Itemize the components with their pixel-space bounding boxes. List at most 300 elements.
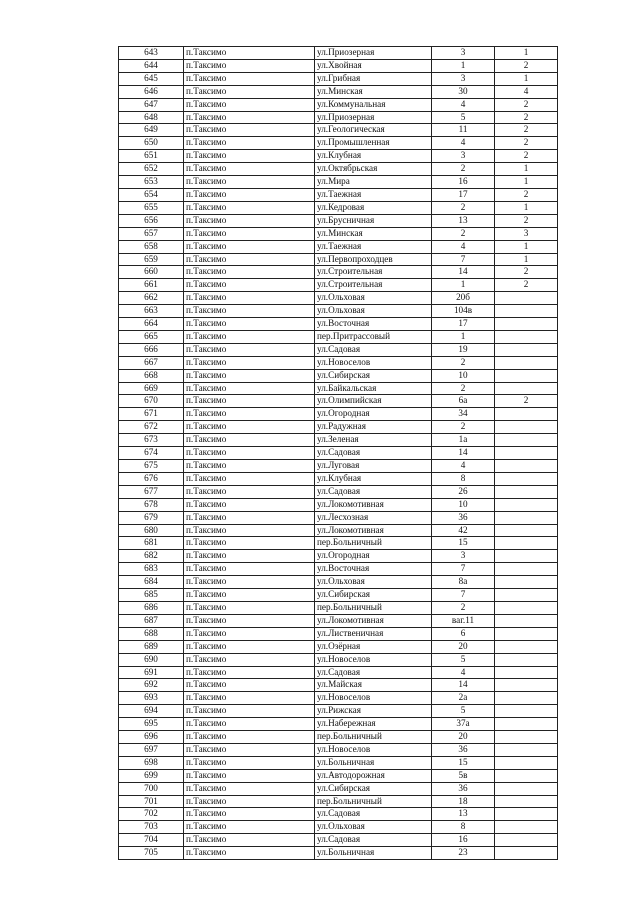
table-row (119, 201, 558, 214)
house-number-cell: 3 (432, 550, 495, 563)
table-row (119, 188, 558, 201)
extra-value-cell (495, 640, 558, 653)
street-cell: ул.Садовая (315, 666, 432, 679)
extra-value-cell (495, 447, 558, 460)
house-number-cell: 4 (432, 240, 495, 253)
house-number-cell: 4 (432, 666, 495, 679)
street-cell: ул.Огородная (315, 408, 432, 421)
house-number-cell: 8а (432, 576, 495, 589)
table-row (119, 330, 558, 343)
house-number-cell: 30 (432, 85, 495, 98)
extra-value-cell (495, 356, 558, 369)
house-number-cell: 1 (432, 330, 495, 343)
settlement-cell: п.Таксимо (184, 111, 315, 124)
street-cell: ул.Озёрная (315, 640, 432, 653)
row-number-cell: 652 (119, 163, 184, 176)
table-row (119, 266, 558, 279)
street-cell: ул.Ольховая (315, 821, 432, 834)
house-number-cell: 7 (432, 253, 495, 266)
settlement-cell: п.Таксимо (184, 124, 315, 137)
extra-value-cell (495, 718, 558, 731)
street-cell: ул.Промышленная (315, 137, 432, 150)
extra-value-cell (495, 808, 558, 821)
street-cell: ул.Сибирская (315, 782, 432, 795)
row-number-cell: 675 (119, 460, 184, 473)
street-cell: ул.Лиственичная (315, 627, 432, 640)
settlement-cell: п.Таксимо (184, 460, 315, 473)
table-row (119, 85, 558, 98)
table-row (119, 524, 558, 537)
street-cell: ул.Брусничная (315, 214, 432, 227)
house-number-cell: 20 (432, 640, 495, 653)
extra-value-cell (495, 460, 558, 473)
settlement-cell: п.Таксимо (184, 408, 315, 421)
extra-value-cell: 2 (495, 111, 558, 124)
row-number-cell: 699 (119, 769, 184, 782)
settlement-cell: п.Таксимо (184, 511, 315, 524)
house-number-cell: 15 (432, 756, 495, 769)
street-cell: ул.Приозерная (315, 47, 432, 60)
settlement-cell: п.Таксимо (184, 253, 315, 266)
house-number-cell: 2а (432, 692, 495, 705)
table-row (119, 137, 558, 150)
settlement-cell: п.Таксимо (184, 524, 315, 537)
settlement-cell: п.Таксимо (184, 589, 315, 602)
street-cell: ул.Луговая (315, 460, 432, 473)
extra-value-cell (495, 343, 558, 356)
extra-value-cell (495, 743, 558, 756)
table-row (119, 498, 558, 511)
extra-value-cell (495, 472, 558, 485)
extra-value-cell: 1 (495, 201, 558, 214)
extra-value-cell (495, 421, 558, 434)
house-number-cell: 1а (432, 434, 495, 447)
extra-value-cell (495, 498, 558, 511)
row-number-cell: 663 (119, 305, 184, 318)
house-number-cell: 11 (432, 124, 495, 137)
settlement-cell: п.Таксимо (184, 743, 315, 756)
row-number-cell: 697 (119, 743, 184, 756)
street-cell: ул.Минская (315, 227, 432, 240)
table-row (119, 821, 558, 834)
row-number-cell: 681 (119, 537, 184, 550)
street-cell: ул.Больничная (315, 756, 432, 769)
street-cell: ул.Локомотивная (315, 614, 432, 627)
extra-value-cell (495, 627, 558, 640)
house-number-cell: 17 (432, 318, 495, 331)
house-number-cell: 2 (432, 601, 495, 614)
table-row (119, 834, 558, 847)
table-row (119, 485, 558, 498)
street-cell: пер.Больничный (315, 601, 432, 614)
settlement-cell: п.Таксимо (184, 537, 315, 550)
extra-value-cell: 1 (495, 47, 558, 60)
street-cell: ул.Лесхозная (315, 511, 432, 524)
table-row (119, 395, 558, 408)
table-row (119, 563, 558, 576)
table-row (119, 369, 558, 382)
table-row (119, 589, 558, 602)
extra-value-cell: 1 (495, 253, 558, 266)
house-number-cell: 20 (432, 731, 495, 744)
settlement-cell: п.Таксимо (184, 176, 315, 189)
street-cell: ул.Олимпийская (315, 395, 432, 408)
street-cell: ул.Минская (315, 85, 432, 98)
settlement-cell: п.Таксимо (184, 692, 315, 705)
row-number-cell: 648 (119, 111, 184, 124)
settlement-cell: п.Таксимо (184, 756, 315, 769)
extra-value-cell (495, 408, 558, 421)
extra-value-cell: 2 (495, 395, 558, 408)
extra-value-cell (495, 666, 558, 679)
house-number-cell: 20б (432, 292, 495, 305)
extra-value-cell (495, 563, 558, 576)
settlement-cell: п.Таксимо (184, 718, 315, 731)
table-row (119, 421, 558, 434)
table-row (119, 318, 558, 331)
house-number-cell: 10 (432, 369, 495, 382)
extra-value-cell (495, 434, 558, 447)
extra-value-cell (495, 550, 558, 563)
house-number-cell: 2 (432, 201, 495, 214)
table-row (119, 808, 558, 821)
extra-value-cell (495, 821, 558, 834)
row-number-cell: 665 (119, 330, 184, 343)
row-number-cell: 688 (119, 627, 184, 640)
house-number-cell: 2 (432, 421, 495, 434)
settlement-cell: п.Таксимо (184, 201, 315, 214)
street-cell: ул.Новоселов (315, 653, 432, 666)
table-row (119, 292, 558, 305)
extra-value-cell (495, 847, 558, 860)
house-number-cell: 34 (432, 408, 495, 421)
table-row (119, 59, 558, 72)
row-number-cell: 683 (119, 563, 184, 576)
table-row (119, 731, 558, 744)
settlement-cell: п.Таксимо (184, 847, 315, 860)
settlement-cell: п.Таксимо (184, 47, 315, 60)
settlement-cell: п.Таксимо (184, 576, 315, 589)
row-number-cell: 704 (119, 834, 184, 847)
extra-value-cell (495, 369, 558, 382)
table-row (119, 434, 558, 447)
street-cell: ул.Майская (315, 679, 432, 692)
table-row (119, 382, 558, 395)
settlement-cell: п.Таксимо (184, 627, 315, 640)
row-number-cell: 655 (119, 201, 184, 214)
settlement-cell: п.Таксимо (184, 98, 315, 111)
table-row (119, 666, 558, 679)
extra-value-cell (495, 692, 558, 705)
house-number-cell: 13 (432, 808, 495, 821)
extra-value-cell (495, 834, 558, 847)
row-number-cell: 662 (119, 292, 184, 305)
street-cell: ул.Клубная (315, 150, 432, 163)
settlement-cell: п.Таксимо (184, 382, 315, 395)
row-number-cell: 658 (119, 240, 184, 253)
street-cell: ул.Ольховая (315, 292, 432, 305)
settlement-cell: п.Таксимо (184, 343, 315, 356)
street-cell: ул.Огородная (315, 550, 432, 563)
row-number-cell: 668 (119, 369, 184, 382)
house-number-cell: 16 (432, 176, 495, 189)
house-number-cell: 3 (432, 150, 495, 163)
table-row (119, 679, 558, 692)
street-cell: ул.Строительная (315, 266, 432, 279)
street-cell: ул.Хвойная (315, 59, 432, 72)
house-number-cell: 13 (432, 214, 495, 227)
table-row (119, 240, 558, 253)
table-row (119, 782, 558, 795)
settlement-cell: п.Таксимо (184, 266, 315, 279)
house-number-cell: 3 (432, 47, 495, 60)
extra-value-cell (495, 576, 558, 589)
extra-value-cell (495, 318, 558, 331)
table-row (119, 653, 558, 666)
settlement-cell: п.Таксимо (184, 485, 315, 498)
street-cell: ул.Садовая (315, 834, 432, 847)
row-number-cell: 660 (119, 266, 184, 279)
extra-value-cell (495, 614, 558, 627)
extra-value-cell (495, 679, 558, 692)
house-number-cell: 2 (432, 163, 495, 176)
table-row (119, 305, 558, 318)
row-number-cell: 686 (119, 601, 184, 614)
settlement-cell: п.Таксимо (184, 666, 315, 679)
street-cell: ул.Ольховая (315, 576, 432, 589)
settlement-cell: п.Таксимо (184, 614, 315, 627)
house-number-cell: 4 (432, 137, 495, 150)
row-number-cell: 661 (119, 279, 184, 292)
row-number-cell: 653 (119, 176, 184, 189)
row-number-cell: 667 (119, 356, 184, 369)
extra-value-cell (495, 511, 558, 524)
street-cell: ул.Садовая (315, 343, 432, 356)
row-number-cell: 698 (119, 756, 184, 769)
extra-value-cell: 2 (495, 214, 558, 227)
extra-value-cell: 1 (495, 72, 558, 85)
street-cell: пер.Больничный (315, 537, 432, 550)
extra-value-cell: 2 (495, 188, 558, 201)
settlement-cell: п.Таксимо (184, 705, 315, 718)
street-cell: ул.Октябрьская (315, 163, 432, 176)
extra-value-cell (495, 589, 558, 602)
extra-value-cell (495, 795, 558, 808)
row-number-cell: 673 (119, 434, 184, 447)
street-cell: ул.Локомотивная (315, 498, 432, 511)
row-number-cell: 664 (119, 318, 184, 331)
row-number-cell: 687 (119, 614, 184, 627)
house-number-cell: 36 (432, 743, 495, 756)
house-number-cell: 5 (432, 705, 495, 718)
settlement-cell: п.Таксимо (184, 795, 315, 808)
house-number-cell: 19 (432, 343, 495, 356)
settlement-cell: п.Таксимо (184, 72, 315, 85)
table-row (119, 460, 558, 473)
extra-value-cell: 2 (495, 279, 558, 292)
table-row (119, 343, 558, 356)
street-cell: ул.Коммунальная (315, 98, 432, 111)
settlement-cell: п.Таксимо (184, 447, 315, 460)
house-number-cell: 2 (432, 227, 495, 240)
street-cell: ул.Сибирская (315, 369, 432, 382)
row-number-cell: 680 (119, 524, 184, 537)
settlement-cell: п.Таксимо (184, 305, 315, 318)
row-number-cell: 650 (119, 137, 184, 150)
extra-value-cell: 1 (495, 163, 558, 176)
row-number-cell: 684 (119, 576, 184, 589)
row-number-cell: 659 (119, 253, 184, 266)
table-row (119, 279, 558, 292)
house-number-cell: 14 (432, 679, 495, 692)
settlement-cell: п.Таксимо (184, 330, 315, 343)
street-cell: пер.Больничный (315, 795, 432, 808)
settlement-cell: п.Таксимо (184, 821, 315, 834)
address-table-body (119, 47, 558, 860)
settlement-cell: п.Таксимо (184, 640, 315, 653)
row-number-cell: 682 (119, 550, 184, 563)
row-number-cell: 670 (119, 395, 184, 408)
table-row (119, 447, 558, 460)
row-number-cell: 693 (119, 692, 184, 705)
row-number-cell: 690 (119, 653, 184, 666)
settlement-cell: п.Таксимо (184, 214, 315, 227)
street-cell: ул.Локомотивная (315, 524, 432, 537)
settlement-cell: п.Таксимо (184, 279, 315, 292)
table-row (119, 718, 558, 731)
house-number-cell: 1 (432, 279, 495, 292)
street-cell: ул.Больничная (315, 847, 432, 860)
row-number-cell: 703 (119, 821, 184, 834)
street-cell: ул.Клубная (315, 472, 432, 485)
extra-value-cell (495, 731, 558, 744)
table-row (119, 550, 558, 563)
house-number-cell: 1 (432, 59, 495, 72)
extra-value-cell: 2 (495, 124, 558, 137)
row-number-cell: 679 (119, 511, 184, 524)
street-cell: ул.Зеленая (315, 434, 432, 447)
row-number-cell: 695 (119, 718, 184, 731)
row-number-cell: 669 (119, 382, 184, 395)
settlement-cell: п.Таксимо (184, 653, 315, 666)
settlement-cell: п.Таксимо (184, 434, 315, 447)
house-number-cell: 15 (432, 537, 495, 550)
house-number-cell: 104в (432, 305, 495, 318)
extra-value-cell (495, 601, 558, 614)
table-row (119, 705, 558, 718)
extra-value-cell (495, 485, 558, 498)
street-cell: ул.Новоселов (315, 692, 432, 705)
row-number-cell: 644 (119, 59, 184, 72)
row-number-cell: 705 (119, 847, 184, 860)
table-row (119, 627, 558, 640)
street-cell: ул.Приозерная (315, 111, 432, 124)
table-row (119, 601, 558, 614)
row-number-cell: 666 (119, 343, 184, 356)
street-cell: пер.Притрассовый (315, 330, 432, 343)
settlement-cell: п.Таксимо (184, 563, 315, 576)
street-cell: ул.Радужная (315, 421, 432, 434)
street-cell: ул.Садовая (315, 485, 432, 498)
street-cell: ул.Рижская (315, 705, 432, 718)
row-number-cell: 656 (119, 214, 184, 227)
row-number-cell: 689 (119, 640, 184, 653)
house-number-cell: 5 (432, 653, 495, 666)
house-number-cell: 23 (432, 847, 495, 860)
street-cell: ул.Кедровая (315, 201, 432, 214)
row-number-cell: 651 (119, 150, 184, 163)
extra-value-cell: 3 (495, 227, 558, 240)
house-number-cell: 18 (432, 795, 495, 808)
street-cell: ул.Новоселов (315, 356, 432, 369)
table-row (119, 163, 558, 176)
row-number-cell: 649 (119, 124, 184, 137)
house-number-cell: 7 (432, 563, 495, 576)
settlement-cell: п.Таксимо (184, 150, 315, 163)
settlement-cell: п.Таксимо (184, 292, 315, 305)
table-row (119, 356, 558, 369)
house-number-cell: 3 (432, 72, 495, 85)
table-row (119, 537, 558, 550)
settlement-cell: п.Таксимо (184, 550, 315, 563)
row-number-cell: 647 (119, 98, 184, 111)
row-number-cell: 646 (119, 85, 184, 98)
table-row (119, 614, 558, 627)
house-number-cell: 37а (432, 718, 495, 731)
extra-value-cell (495, 756, 558, 769)
extra-value-cell: 2 (495, 266, 558, 279)
extra-value-cell (495, 330, 558, 343)
table-row (119, 640, 558, 653)
extra-value-cell (495, 382, 558, 395)
house-number-cell: 14 (432, 447, 495, 460)
street-cell: ул.Ольховая (315, 305, 432, 318)
house-number-cell: 36 (432, 782, 495, 795)
extra-value-cell: 2 (495, 59, 558, 72)
settlement-cell: п.Таксимо (184, 188, 315, 201)
house-number-cell: 5 (432, 111, 495, 124)
extra-value-cell: 1 (495, 240, 558, 253)
house-number-cell: 16 (432, 834, 495, 847)
house-number-cell: 8 (432, 472, 495, 485)
house-number-cell: 4 (432, 98, 495, 111)
house-number-cell: 6 (432, 627, 495, 640)
house-number-cell: ваг.11 (432, 614, 495, 627)
row-number-cell: 672 (119, 421, 184, 434)
street-cell: ул.Строительная (315, 279, 432, 292)
house-number-cell: 4 (432, 460, 495, 473)
house-number-cell: 10 (432, 498, 495, 511)
extra-value-cell: 4 (495, 85, 558, 98)
settlement-cell: п.Таксимо (184, 85, 315, 98)
settlement-cell: п.Таксимо (184, 731, 315, 744)
row-number-cell: 685 (119, 589, 184, 602)
extra-value-cell (495, 292, 558, 305)
settlement-cell: п.Таксимо (184, 318, 315, 331)
house-number-cell: 36 (432, 511, 495, 524)
table-row (119, 472, 558, 485)
table-row (119, 511, 558, 524)
table-row (119, 47, 558, 60)
extra-value-cell (495, 537, 558, 550)
table-row (119, 124, 558, 137)
row-number-cell: 678 (119, 498, 184, 511)
table-row (119, 227, 558, 240)
extra-value-cell (495, 524, 558, 537)
settlement-cell: п.Таксимо (184, 679, 315, 692)
street-cell: пер.Больничный (315, 731, 432, 744)
table-row (119, 98, 558, 111)
